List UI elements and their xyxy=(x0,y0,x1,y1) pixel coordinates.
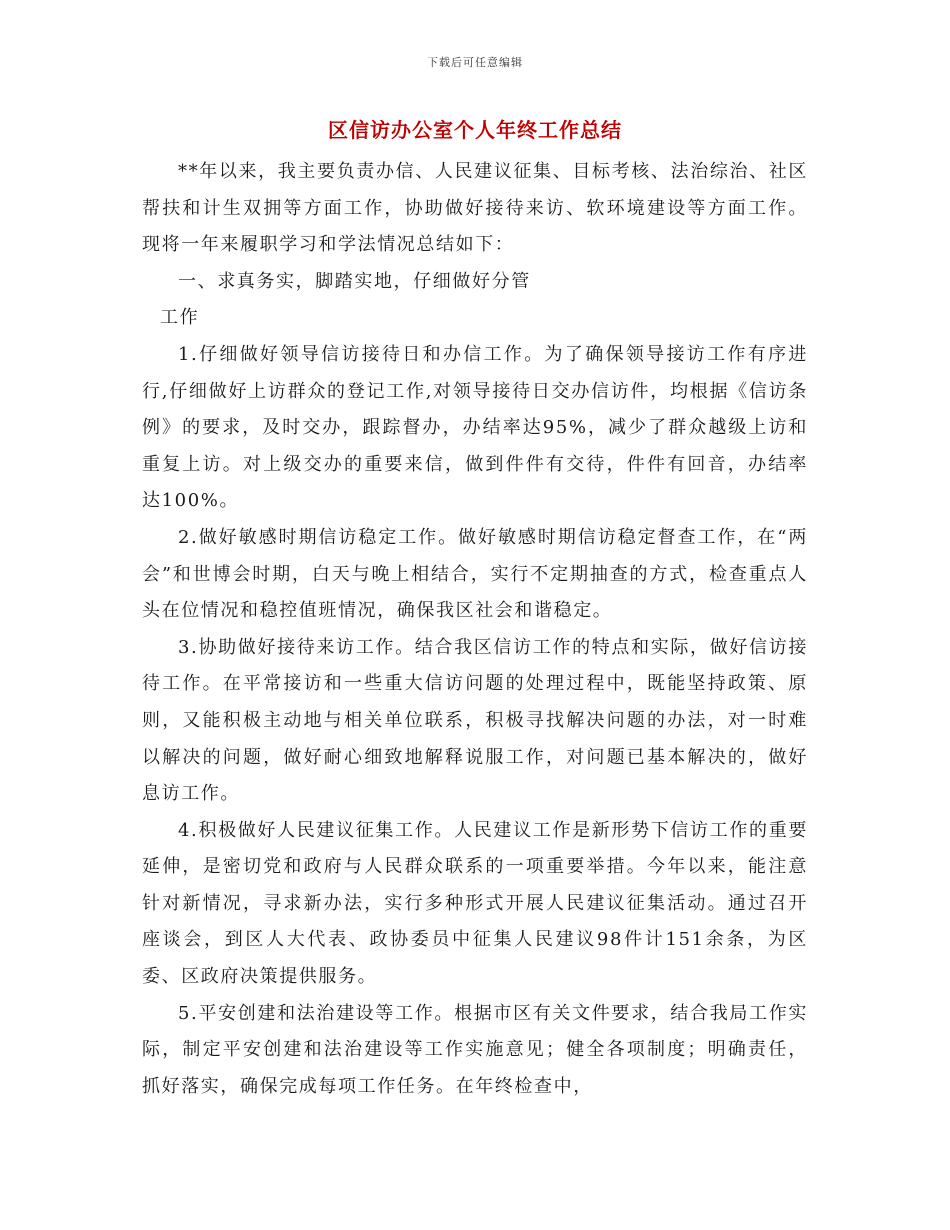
paragraph-item-3: 3.协助做好接待来访工作。结合我区信访工作的特点和实际，做好信访接待工作。在平常接访和一些重大信访问题的处理过程中，既能坚持政策、原则，又能积极主动地与相关单位联系，积极寻找解决问题的办法，对一时难以解决的问题，做好耐心细致地解释说服工作，对问题已基本解决的，做好息访工作。 xyxy=(142,636,808,805)
document-body xyxy=(142,154,808,1105)
paragraph-item-1: 1.仔细做好领导信访接待日和办信工作。为了确保领导接访工作有序进行,仔细做好上访群众的登记工作,对领导接待日交办信访件，均根据《信访条例》的要求，及时交办，跟踪督办，办结率达95%，减少了群众越级上访和重复上访。对上级交办的重要来信，做到件件有交待，件件有回音，办结率达100%。 xyxy=(142,343,808,512)
paragraph-intro: **年以来，我主要负责办信、人民建议征集、目标考核、法治综治、社区帮扶和计生双拥等方面工作，协助做好接待来访、软环境建设等方面工作。现将一年来履职学习和学法情况总结如下： xyxy=(142,161,808,256)
paragraph-item-5: 5.平安创建和法治建设等工作。根据市区有关文件要求，结合我局工作实际，制定平安创建和法治建设等工作实施意见；健全各项制度；明确责任，抓好落实，确保完成每项工作任务。在年终检查中， xyxy=(142,1002,808,1097)
paragraph-item-2: 2.做好敏感时期信访稳定工作。做好敏感时期信访稳定督查工作，在“两会”和世博会时期，白天与晚上相结合，实行不定期抽查的方式，检查重点人头在位情况和稳控值班情况，确保我区社会和谐稳定。 xyxy=(142,526,808,622)
document-title: 区信访办公室个人年终工作总结 xyxy=(328,118,622,142)
section-heading-1-continuation: 工作 xyxy=(160,307,200,329)
section-heading-1: 一、求真务实，脚踏实地，仔细做好分管 xyxy=(178,270,531,292)
header-note: 下载后可任意编辑 xyxy=(427,56,523,69)
paragraph-item-4: 4.积极做好人民建议征集工作。人民建议工作是新形势下信访工作的重要延伸，是密切党和政府与人民群众联系的一项重要举措。今年以来，能注意针对新情况，寻求新办法，实行多种形式开展人民建议征集活动。通过召开座谈会，到区人大代表、政协委员中征集人民建议98件计151余条，为区委、区政府决策提供服务。 xyxy=(142,819,808,988)
